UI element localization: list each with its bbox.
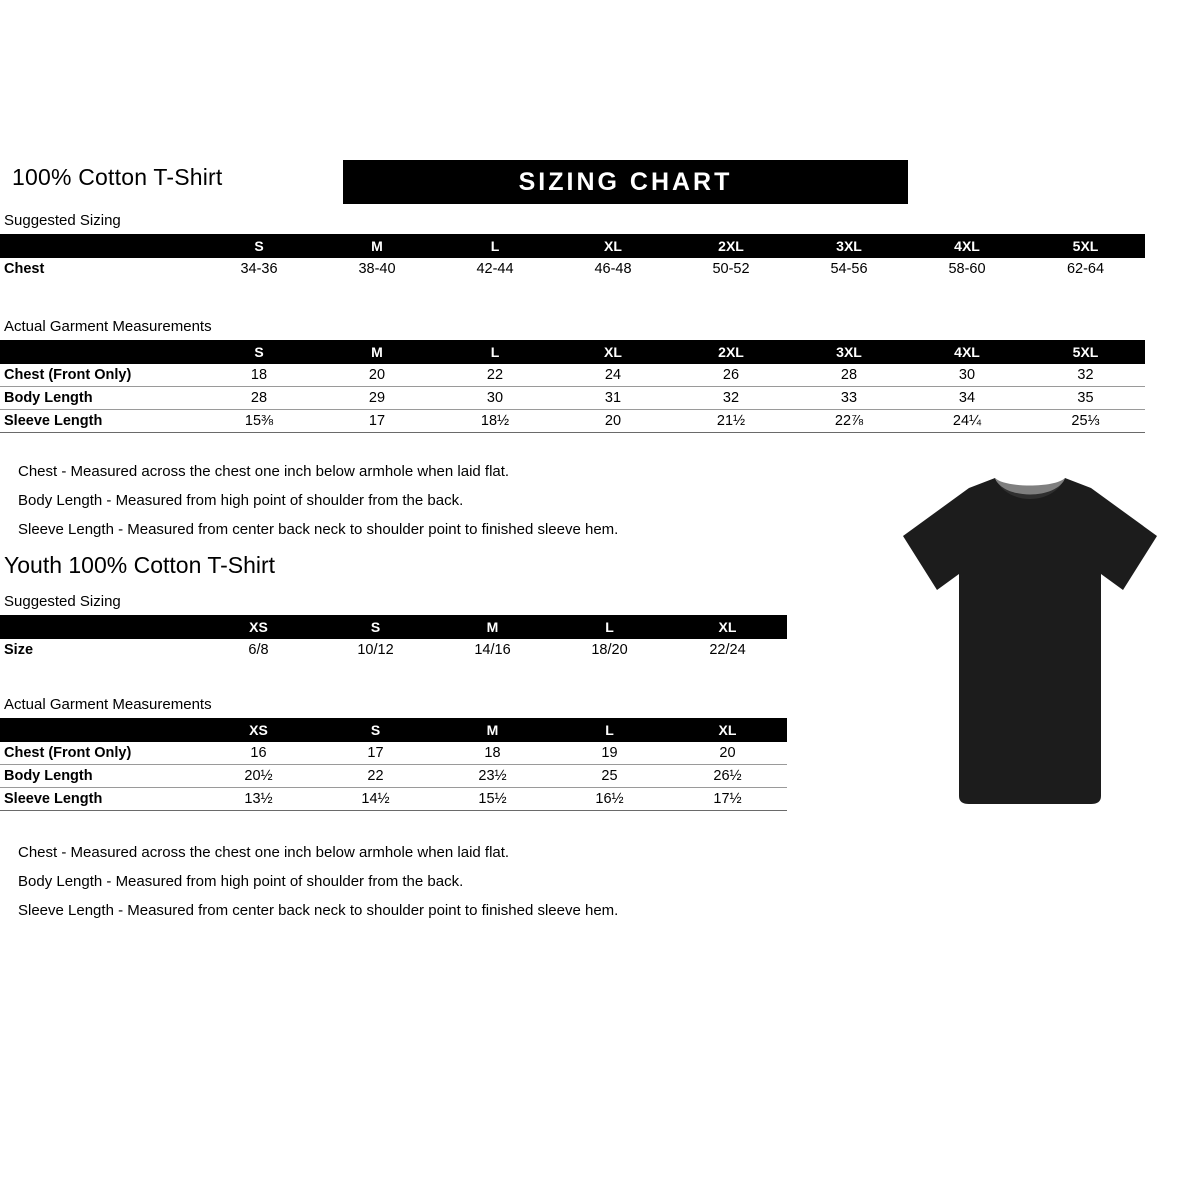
header-cell: XS xyxy=(200,615,317,639)
row-label: Size xyxy=(4,642,34,658)
cell: 16 xyxy=(200,742,317,765)
header-cell: XL xyxy=(668,615,787,639)
header-cell: S xyxy=(317,615,434,639)
headline-row xyxy=(8,160,898,204)
cell: 25⅓ xyxy=(1026,410,1145,433)
cell: 35 xyxy=(1026,387,1145,410)
header-cell xyxy=(0,615,200,639)
cell: 19 xyxy=(551,742,668,765)
header-cell: 3XL xyxy=(790,340,908,364)
table-row xyxy=(0,258,1145,280)
header-cell: 4XL xyxy=(908,340,1026,364)
adult-suggested-table xyxy=(0,234,1145,280)
youth-actual-table xyxy=(0,718,787,811)
table-row xyxy=(0,765,787,788)
header-cell: L xyxy=(436,234,554,258)
cell: 20 xyxy=(554,410,672,433)
header-cell: M xyxy=(318,234,436,258)
header-cell: 2XL xyxy=(672,234,790,258)
header-cell: S xyxy=(200,234,318,258)
page-title: 100% Cotton T-Shirt xyxy=(12,164,223,190)
table-row xyxy=(0,364,1145,387)
cell: 58-60 xyxy=(948,261,986,277)
table-header-row xyxy=(0,234,1145,258)
cell: 21½ xyxy=(672,410,790,433)
cell: 62-64 xyxy=(1066,261,1105,277)
cell: 18/20 xyxy=(591,642,628,658)
cell: 42-44 xyxy=(476,261,514,277)
header-cell: 4XL xyxy=(908,234,1026,258)
cell: 20 xyxy=(668,742,787,765)
youth-title: Youth 100% Cotton T-Shirt xyxy=(4,552,276,578)
header-cell: 5XL xyxy=(1026,234,1145,258)
header-cell: 3XL xyxy=(790,234,908,258)
cell: 6/8 xyxy=(248,642,269,658)
youth-note-sleeve-length: Sleeve Length - Measured from center back neck to shoulder point to finished sleeve hem. xyxy=(18,902,619,919)
header-cell xyxy=(0,718,200,742)
cell: 23½ xyxy=(434,765,551,788)
t-shirt-icon xyxy=(895,470,1165,810)
cell: 14½ xyxy=(317,788,434,811)
youth-note-body-length: Body Length - Measured from high point of shoulder from the back. xyxy=(18,873,464,890)
table-row xyxy=(0,788,787,811)
header-cell: XS xyxy=(200,718,317,742)
table-row xyxy=(0,410,1145,433)
header-cell: M xyxy=(434,615,551,639)
cell: 15½ xyxy=(434,788,551,811)
cell: 28 xyxy=(790,364,908,387)
cell: 54-56 xyxy=(830,261,868,277)
sizing-chart-banner xyxy=(343,160,908,204)
cell: 32 xyxy=(1026,364,1145,387)
table-header-row xyxy=(0,340,1145,364)
cell: 18 xyxy=(200,364,318,387)
cell: 15⅜ xyxy=(200,410,318,433)
cell: 22⅞ xyxy=(790,410,908,433)
cell: 33 xyxy=(790,387,908,410)
row-label: Chest (Front Only) xyxy=(0,364,200,387)
cell: 34 xyxy=(908,387,1026,410)
cell: 46-48 xyxy=(594,261,632,277)
cell: 30 xyxy=(436,387,554,410)
table-header-row xyxy=(0,615,787,639)
header-cell: 2XL xyxy=(672,340,790,364)
header-cell: L xyxy=(551,615,668,639)
header-cell: XL xyxy=(668,718,787,742)
cell: 22 xyxy=(436,364,554,387)
cell: 16½ xyxy=(551,788,668,811)
cell: 17 xyxy=(318,410,436,433)
cell: 28 xyxy=(200,387,318,410)
cell: 38-40 xyxy=(358,261,396,277)
row-label: Body Length xyxy=(0,387,200,410)
header-cell: S xyxy=(317,718,434,742)
header-cell: S xyxy=(200,340,318,364)
cell: 20½ xyxy=(200,765,317,788)
cell: 18 xyxy=(434,742,551,765)
adult-note-sleeve-length: Sleeve Length - Measured from center back neck to shoulder point to finished sleeve hem. xyxy=(18,521,619,538)
cell: 22 xyxy=(317,765,434,788)
row-label: Body Length xyxy=(0,765,200,788)
cell: 25 xyxy=(551,765,668,788)
cell: 34-36 xyxy=(240,261,278,277)
cell: 13½ xyxy=(200,788,317,811)
cell: 24¼ xyxy=(908,410,1026,433)
cell: 17 xyxy=(317,742,434,765)
adult-note-body-length: Body Length - Measured from high point of shoulder from the back. xyxy=(18,492,464,509)
cell: 30 xyxy=(908,364,1026,387)
header-cell: M xyxy=(434,718,551,742)
header-cell xyxy=(0,340,200,364)
table-row xyxy=(0,742,787,765)
row-label: Chest xyxy=(4,261,45,277)
table-header-row xyxy=(0,718,787,742)
adult-actual-caption: Actual Garment Measurements xyxy=(4,318,212,335)
adult-actual-table xyxy=(0,340,1145,433)
header-cell: 5XL xyxy=(1026,340,1145,364)
table-row xyxy=(0,639,787,661)
youth-suggested-caption: Suggested Sizing xyxy=(4,593,121,610)
cell: 14/16 xyxy=(474,642,511,658)
header-cell xyxy=(0,234,200,258)
cell: 24 xyxy=(554,364,672,387)
row-label: Sleeve Length xyxy=(0,410,200,433)
cell: 50-52 xyxy=(712,261,750,277)
youth-note-chest: Chest - Measured across the chest one inch below armhole when laid flat. xyxy=(18,844,510,861)
header-cell: L xyxy=(551,718,668,742)
cell: 17½ xyxy=(668,788,787,811)
header-cell: XL xyxy=(554,340,672,364)
cell: 20 xyxy=(318,364,436,387)
cell: 22/24 xyxy=(709,642,746,658)
t-shirt-illustration xyxy=(895,470,1165,810)
cell: 26½ xyxy=(668,765,787,788)
cell: 31 xyxy=(554,387,672,410)
youth-suggested-table xyxy=(0,615,787,661)
row-label: Sleeve Length xyxy=(0,788,200,811)
table-row xyxy=(0,387,1145,410)
adult-note-chest: Chest - Measured across the chest one inch below armhole when laid flat. xyxy=(18,463,510,480)
cell: 10/12 xyxy=(357,642,394,658)
header-cell: L xyxy=(436,340,554,364)
row-label: Chest (Front Only) xyxy=(0,742,200,765)
cell: 32 xyxy=(672,387,790,410)
adult-suggested-caption: Suggested Sizing xyxy=(4,212,121,229)
cell: 29 xyxy=(318,387,436,410)
cell: 26 xyxy=(672,364,790,387)
cell: 18½ xyxy=(436,410,554,433)
youth-actual-caption: Actual Garment Measurements xyxy=(4,696,212,713)
header-cell: M xyxy=(318,340,436,364)
sizing-chart-banner-label: SIZING CHART xyxy=(518,168,733,196)
header-cell: XL xyxy=(554,234,672,258)
